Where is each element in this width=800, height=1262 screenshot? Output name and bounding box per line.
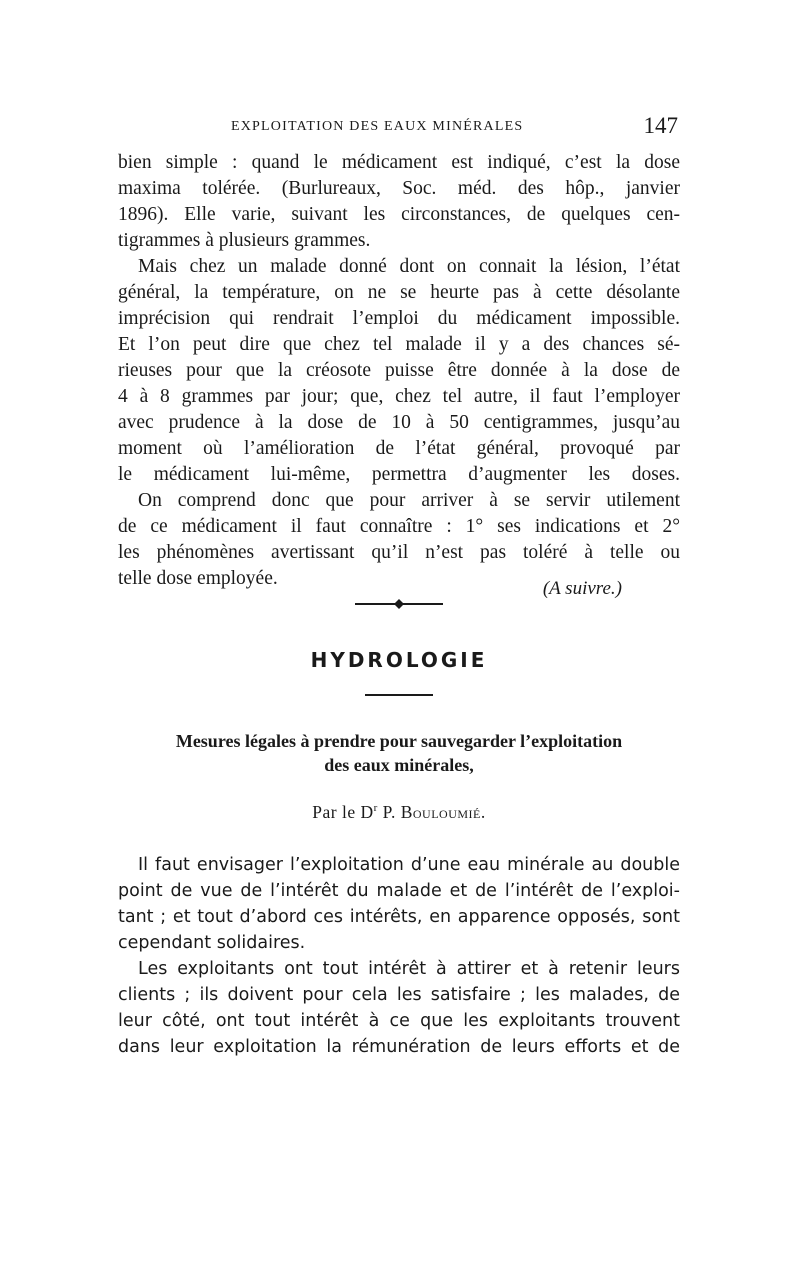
text-line: 4 à 8 grammes par jour; que, chez tel autre, il faut l’employer [118, 386, 680, 407]
text-line: bien simple : quand le médicament est indiqué, c’est la dose [118, 152, 680, 173]
text-line: clients ; ils doivent pour cela les satisfaire ; les malades, de [118, 985, 680, 1005]
byline-prefix: Par le D [312, 802, 374, 822]
page-number: 147 [643, 113, 678, 138]
text-line: rieuses pour que la créosote puisse être donnée à la dose de [118, 360, 680, 381]
article-body [118, 852, 680, 1060]
text-line: imprécision qui rendrait l’emploi du médicament impossible. [118, 308, 680, 329]
text-line: maxima tolérée. (Burlureaux, Soc. méd. des hôp., janvier [118, 178, 680, 199]
text-line: le médicament lui-même, permettra d’augmenter les doses. [118, 464, 680, 485]
divider-ornament [355, 596, 443, 612]
text-line: tigrammes à plusieurs grammes. [118, 230, 371, 251]
section-rule [365, 694, 433, 696]
text-line: telle dose employée. [118, 568, 278, 589]
text-line: général, la température, on ne se heurte pas à cette désolante [118, 282, 680, 303]
author-byline [118, 802, 680, 823]
text-line: Et l’on peut dire que chez tel malade il y a des chances sé- [118, 334, 680, 355]
text-line: dans leur exploitation la rémunération de leurs efforts et de [118, 1037, 680, 1057]
article-title-line: des eaux minérales, [324, 755, 474, 775]
text-line: cependant solidaires. [118, 933, 306, 953]
section-title: HYDROLOGIE [310, 648, 488, 672]
text-line: moment où l’amélioration de l’état général, provoqué par [118, 438, 680, 459]
to-be-continued: (A suivre.) [542, 578, 622, 599]
text-line: leur côté, ont tout intérêt à ce que les exploitants trouvent [118, 1011, 680, 1031]
article-title-line: Mesures légales à prendre pour sauvegarder l’exploitation [175, 731, 623, 751]
text-line: point de vue de l’intérêt du malade et de l’intérêt de l’exploi- [118, 881, 680, 901]
running-head: EXPLOITATION DES EAUX MINÉRALES [231, 119, 524, 134]
author-name: P. Bouloumié. [377, 802, 486, 822]
text-line: Mais chez un malade donné dont on connait la lésion, l’état [138, 256, 680, 277]
article-title [118, 729, 680, 777]
page-header [118, 113, 680, 141]
text-line: avec prudence à la dose de 10 à 50 centigrammes, jusqu’au [118, 412, 680, 433]
text-line: Il faut envisager l’exploitation d’une eau minérale au double [138, 855, 680, 875]
text-line: de ce médicament il faut connaître : 1° ses indications et 2° [118, 516, 680, 537]
text-line: tant ; et tout d’abord ces intérêts, en apparence opposés, sont [118, 907, 680, 927]
text-line: On comprend donc que pour arriver à se servir utilement [138, 490, 680, 511]
text-line: les phénomènes avertissant qu’il n’est pas toléré à telle ou [118, 542, 680, 563]
byline-superscript: r [373, 802, 378, 815]
text-line: 1896). Elle varie, suivant les circonstances, de quelques cen- [118, 204, 680, 225]
continued-text [118, 150, 680, 592]
text-line: Les exploitants ont tout intérêt à attirer et à retenir leurs [138, 959, 680, 979]
